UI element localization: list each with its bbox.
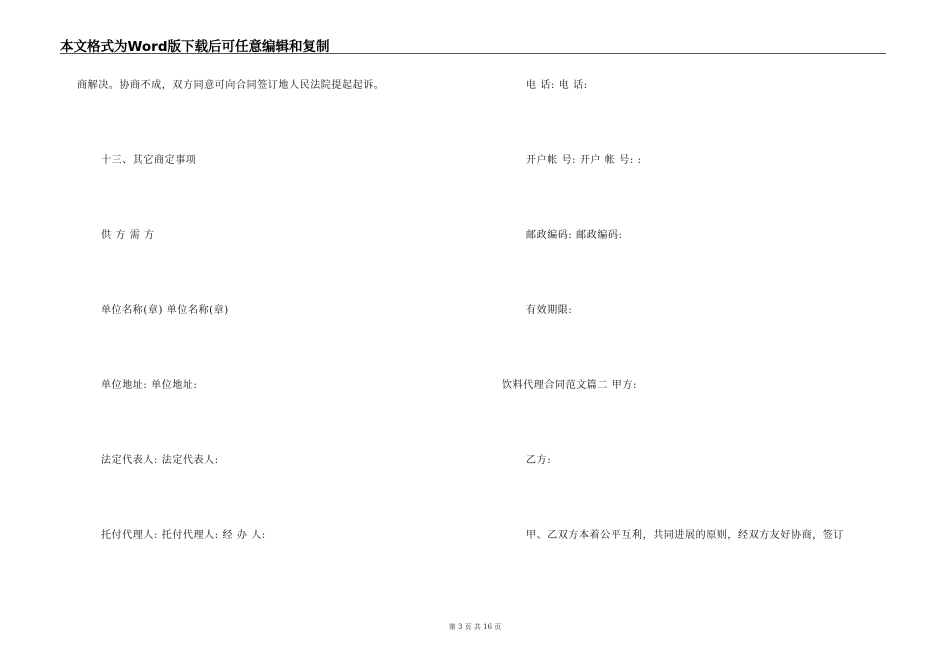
left-line-dispute-resolution: 商解决。协商不成，双方同意可向合同签订地人民法院提起起诉。 (77, 80, 385, 91)
document-header-title: 本文格式为Word版下载后可任意编辑和复制 (60, 39, 330, 55)
right-line-bank-account: 开户帐 号: 开户 帐 号: : (526, 155, 642, 166)
right-line-agreement-preamble: 甲、乙双方本着公平互利，共同进展的原则，经双方友好协商，签订 (526, 530, 844, 541)
left-line-other-terms-heading: 十三、其它商定事项 (101, 155, 197, 166)
right-line-party-b: 乙方: (526, 455, 552, 466)
right-line-contract-two-party-a: 饮料代理合同范文篇二 甲方: (502, 380, 637, 391)
left-line-unit-address: 单位地址: 单位地址: (101, 380, 198, 391)
right-line-validity-period: 有效期限: (526, 305, 573, 316)
left-line-legal-representative: 法定代表人: 法定代表人: (101, 455, 219, 466)
left-line-supplier-buyer: 供 方 需 方 (101, 230, 155, 241)
right-line-postal-code: 邮政编码: 邮政编码: (526, 230, 623, 241)
right-line-phone: 电 话: 电 话: (526, 80, 588, 91)
header-divider (60, 53, 886, 54)
left-line-authorized-agent: 托付代理人: 托付代理人: 经 办 人: (101, 530, 266, 541)
left-line-unit-name: 单位名称(章) 单位名称(章) (101, 305, 229, 316)
page-number-footer: 第 3 页 共 16 页 (448, 623, 502, 631)
